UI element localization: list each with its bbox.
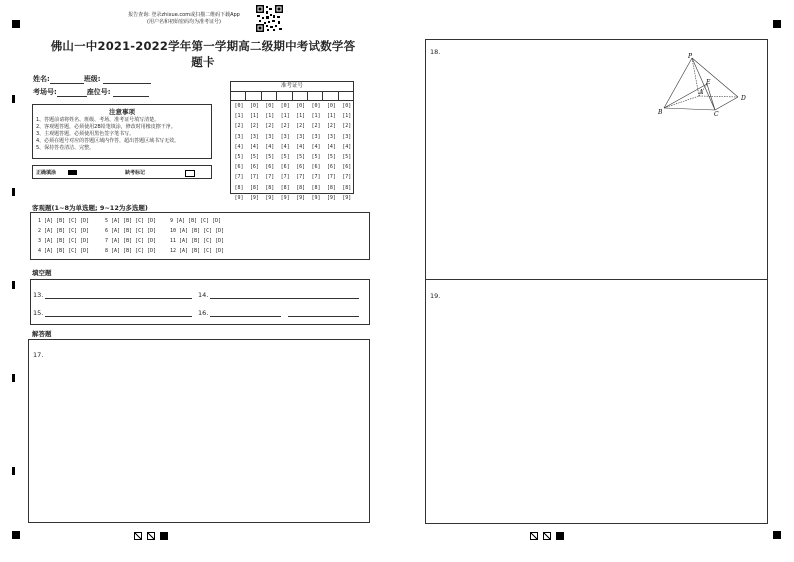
timing-mark <box>12 467 15 475</box>
admission-digit-column <box>279 101 291 203</box>
admission-digit-bubble[interactable]: [2] <box>342 123 352 130</box>
objective-question-row[interactable]: 4 [A] [B] [C] [D] <box>38 248 90 254</box>
admission-digit-bubble[interactable]: [6] <box>311 164 321 171</box>
admission-digit-column <box>325 101 337 203</box>
notice-item: 3、主观题答题，必须使用黑色签字笔书写。 <box>36 131 135 137</box>
admission-digit-bubble[interactable]: [8] <box>342 184 352 191</box>
admission-digit-bubble[interactable]: [7] <box>234 174 244 181</box>
objective-question-row[interactable]: 2 [A] [B] [C] [D] <box>38 228 90 234</box>
admission-digit-bubble[interactable]: [5] <box>326 153 336 160</box>
admission-digit-bubble[interactable]: [3] <box>249 133 259 140</box>
admission-digit-bubble[interactable]: [0] <box>280 103 290 109</box>
objective-question-row[interactable]: 8 [A] [B] [C] [D] <box>105 248 157 254</box>
seat-field[interactable] <box>113 88 149 97</box>
corner-mark-bottom-right <box>773 531 781 539</box>
qr-code <box>256 5 283 32</box>
corner-mark-bottom-left <box>12 531 20 539</box>
objective-question-row[interactable]: 12 [A] [B] [C] [D] <box>170 248 225 254</box>
admission-digit-bubble[interactable]: [7] <box>280 174 290 181</box>
fill-blank-section-title: 填空题 <box>32 269 52 277</box>
admission-digit-bubble[interactable]: [4] <box>249 143 259 150</box>
admission-digit-bubble[interactable]: [2] <box>326 123 336 130</box>
admission-entry-row <box>231 92 353 101</box>
admission-digit-bubble[interactable]: [8] <box>265 184 275 191</box>
student-info-row-1 <box>33 74 151 84</box>
admission-digit-bubble[interactable]: [9] <box>311 194 321 201</box>
question-13-label: 13. <box>33 291 44 299</box>
objective-question-row[interactable]: 1 [A] [B] [C] [D] <box>38 218 90 224</box>
figure-label-c: C <box>714 111 719 118</box>
notice-box <box>32 104 212 159</box>
admission-digit-bubble[interactable]: [7] <box>249 174 259 181</box>
admission-digit-bubble[interactable]: [2] <box>296 123 306 130</box>
admission-digit-bubble[interactable]: [0] <box>234 103 244 109</box>
timing-mark <box>12 95 15 103</box>
fill-blank-box <box>30 279 370 325</box>
report-query-note: (用户名和初始密码均为准考证号) <box>147 19 221 25</box>
question-15-answer-line[interactable] <box>45 316 192 317</box>
admission-digit-bubble[interactable]: [7] <box>296 174 306 181</box>
admission-digit-bubble[interactable]: [3] <box>280 133 290 140</box>
page-code-mark <box>556 532 564 540</box>
question-18-label: 18. <box>430 48 441 56</box>
admission-digit-bubble[interactable]: [6] <box>296 164 306 171</box>
question-16-answer-line-2[interactable] <box>288 316 359 317</box>
report-query-text: 报告查询: 登录zhixue.com或扫描二维码下载App <box>128 12 240 18</box>
admission-digit-bubble[interactable]: [6] <box>265 164 275 171</box>
notice-item: 1、答题前请将姓名、班级、考场、准考证号填写清楚。 <box>36 117 160 123</box>
admission-digit-bubble[interactable]: [5] <box>234 153 244 160</box>
exam-room-label: 考场号: <box>33 88 57 96</box>
admission-digit-bubble[interactable]: [7] <box>265 174 275 181</box>
timing-mark <box>12 281 15 289</box>
admission-digit-column <box>310 101 322 203</box>
admission-digit-bubble[interactable]: [8] <box>311 184 321 191</box>
admission-digit-bubble[interactable]: [6] <box>234 164 244 171</box>
admission-digit-bubble[interactable]: [1] <box>280 113 290 120</box>
notice-item: 2、客观题答题，必须使用2B铅笔填涂，修改时用橡皮擦干净。 <box>36 124 176 130</box>
name-label: 姓名: <box>33 75 50 83</box>
admission-digit-bubble[interactable]: [6] <box>326 164 336 171</box>
objective-question-row[interactable]: 11 [A] [B] [C] [D] <box>170 238 225 244</box>
admission-digit-bubble[interactable]: [9] <box>265 194 275 201</box>
admission-digit-bubble[interactable]: [0] <box>296 103 306 109</box>
admission-digit-bubble[interactable]: [1] <box>342 113 352 120</box>
admission-digit-bubble[interactable]: [1] <box>234 113 244 120</box>
objective-question-row[interactable]: 10 [A] [B] [C] [D] <box>170 228 225 234</box>
admission-digit-bubble[interactable]: [9] <box>296 194 306 201</box>
admission-digit-bubble[interactable]: [4] <box>234 143 244 150</box>
notice-item: 5、保持答卷清洁、完整。 <box>36 145 95 151</box>
question-14-answer-line[interactable] <box>210 298 359 299</box>
admission-digit-column <box>295 101 307 203</box>
admission-number-title: 准考证号 <box>231 82 353 92</box>
admission-digit-bubble[interactable]: [2] <box>265 123 275 130</box>
objective-section-title: 客观题(1~8为单选题; 9~12为多选题) <box>32 204 148 212</box>
admission-digit-bubble[interactable]: [4] <box>280 143 290 150</box>
admission-digit-bubble[interactable]: [8] <box>296 184 306 191</box>
admission-digit-bubble[interactable]: [3] <box>265 133 275 140</box>
page-code-mark <box>134 532 142 540</box>
objective-question-row[interactable]: 3 [A] [B] [C] [D] <box>38 238 90 244</box>
admission-digit-bubble[interactable]: [9] <box>342 194 352 201</box>
admission-digit-bubble[interactable]: [1] <box>326 113 336 120</box>
admission-digit-bubble[interactable]: [3] <box>342 133 352 140</box>
admission-digit-bubble[interactable]: [4] <box>296 143 306 150</box>
notice-title: 注意事项 <box>109 108 135 116</box>
page-code-mark <box>147 532 155 540</box>
admission-digit-bubble[interactable]: [7] <box>342 174 352 181</box>
admission-digit-bubble[interactable]: [5] <box>342 153 352 160</box>
admission-digit-bubble[interactable]: [8] <box>249 184 259 191</box>
question-19-answer-area[interactable] <box>425 280 768 524</box>
missing-mark-label: 缺考标记 <box>125 170 146 176</box>
figure-label-p: P <box>688 53 693 60</box>
corner-mark-top-left <box>12 20 20 28</box>
name-field[interactable] <box>50 75 84 84</box>
admission-digit-bubble[interactable]: [0] <box>265 103 275 109</box>
page-title: 佛山一中2021-2022学年第一学期高二级期中考试数学答题卡 <box>50 39 356 69</box>
admission-digit-bubble[interactable]: [8] <box>234 184 244 191</box>
admission-digit-bubble[interactable]: [4] <box>342 143 352 150</box>
admission-digit-column <box>341 101 353 203</box>
pyramid-figure <box>655 52 755 118</box>
admission-digit-bubble[interactable]: [9] <box>234 194 244 201</box>
admission-digit-bubble[interactable]: [9] <box>280 194 290 201</box>
admission-digit-bubble[interactable]: [5] <box>249 153 259 160</box>
admission-digit-bubble[interactable]: [9] <box>326 194 336 201</box>
question-17-answer-area[interactable] <box>28 339 370 523</box>
admission-digit-column <box>248 101 260 203</box>
admission-digit-bubble[interactable]: [7] <box>326 174 336 181</box>
correct-fill-label: 正确填涂 <box>36 170 57 176</box>
figure-label-b: B <box>658 109 663 116</box>
admission-digit-bubble[interactable]: [0] <box>249 103 259 109</box>
timing-mark <box>12 374 15 382</box>
admission-digit-bubble[interactable]: [6] <box>280 164 290 171</box>
question-14-label: 14. <box>198 291 209 299</box>
admission-digit-bubble[interactable]: [0] <box>342 103 352 109</box>
admission-digit-bubble[interactable]: [1] <box>311 113 321 120</box>
timing-mark <box>12 188 15 196</box>
objective-question-row[interactable]: 9 [A] [B] [C] [D] <box>170 218 222 224</box>
objective-question-row[interactable]: 6 [A] [B] [C] [D] <box>105 228 157 234</box>
admission-digit-bubble[interactable]: [5] <box>265 153 275 160</box>
admission-digit-bubble[interactable]: [0] <box>326 103 336 109</box>
notice-item: 4、必须在题号对应的答题区域内作答，超出答题区域书写无效。 <box>36 138 180 144</box>
admission-digit-bubble[interactable]: [0] <box>311 103 321 109</box>
admission-digit-bubble[interactable]: [4] <box>326 143 336 150</box>
figure-label-d: D <box>741 95 746 102</box>
admission-digit-bubble[interactable]: [1] <box>296 113 306 120</box>
admission-digit-bubble[interactable]: [3] <box>234 133 244 140</box>
admission-digit-bubble[interactable]: [2] <box>249 123 259 130</box>
admission-digit-bubble[interactable]: [4] <box>311 143 321 150</box>
admission-digit-bubble[interactable]: [3] <box>296 133 306 140</box>
class-field[interactable] <box>103 75 151 84</box>
admission-digit-bubble[interactable]: [7] <box>311 174 321 181</box>
question-19-label: 19. <box>430 292 441 300</box>
admission-digit-bubble[interactable]: [2] <box>311 123 321 130</box>
admission-digit-bubble[interactable]: [1] <box>265 113 275 120</box>
admission-digit-column <box>233 101 245 203</box>
admission-digit-bubble[interactable]: [5] <box>311 153 321 160</box>
correct-fill-sample <box>68 170 77 175</box>
question-16-answer-line-1[interactable] <box>210 316 281 317</box>
admission-digit-bubble[interactable]: [2] <box>234 123 244 130</box>
admission-digit-bubble[interactable]: [8] <box>326 184 336 191</box>
objective-question-row[interactable]: 5 [A] [B] [C] [D] <box>105 218 157 224</box>
page-code-mark <box>530 532 538 540</box>
objective-question-row[interactable]: 7 [A] [B] [C] [D] <box>105 238 157 244</box>
fill-example-box <box>32 165 212 179</box>
question-15-label: 15. <box>33 309 44 317</box>
class-label: 班级: <box>83 75 101 83</box>
admission-digit-bubble[interactable]: [5] <box>296 153 306 160</box>
figure-label-a: A <box>699 89 704 96</box>
admission-digit-column <box>264 101 276 203</box>
admission-digit-bubble[interactable]: [5] <box>280 153 290 160</box>
figure-label-e: E <box>706 79 711 86</box>
missing-mark-checkbox[interactable] <box>185 170 195 177</box>
seat-label: 座位号: <box>86 88 111 96</box>
admission-digit-bubble[interactable]: [9] <box>249 194 259 201</box>
question-13-answer-line[interactable] <box>45 298 192 299</box>
question-17-label: 17. <box>33 351 44 359</box>
admission-digit-bubble[interactable]: [3] <box>326 133 336 140</box>
student-info-row-2 <box>33 87 149 97</box>
page-code-mark <box>543 532 551 540</box>
exam-room-field[interactable] <box>57 88 87 97</box>
solve-section-title: 解答题 <box>32 330 52 338</box>
admission-digit-bubble[interactable]: [6] <box>342 164 352 171</box>
admission-digit-bubble[interactable]: [2] <box>280 123 290 130</box>
admission-digit-bubble[interactable]: [3] <box>311 133 321 140</box>
admission-digit-bubble[interactable]: [8] <box>280 184 290 191</box>
question-16-label: 16. <box>198 309 209 317</box>
page-code-mark <box>160 532 168 540</box>
corner-mark-top-right <box>773 20 781 28</box>
admission-digit-bubble[interactable]: [1] <box>249 113 259 120</box>
admission-digit-bubble[interactable]: [6] <box>249 164 259 171</box>
admission-digit-bubble[interactable]: [4] <box>265 143 275 150</box>
